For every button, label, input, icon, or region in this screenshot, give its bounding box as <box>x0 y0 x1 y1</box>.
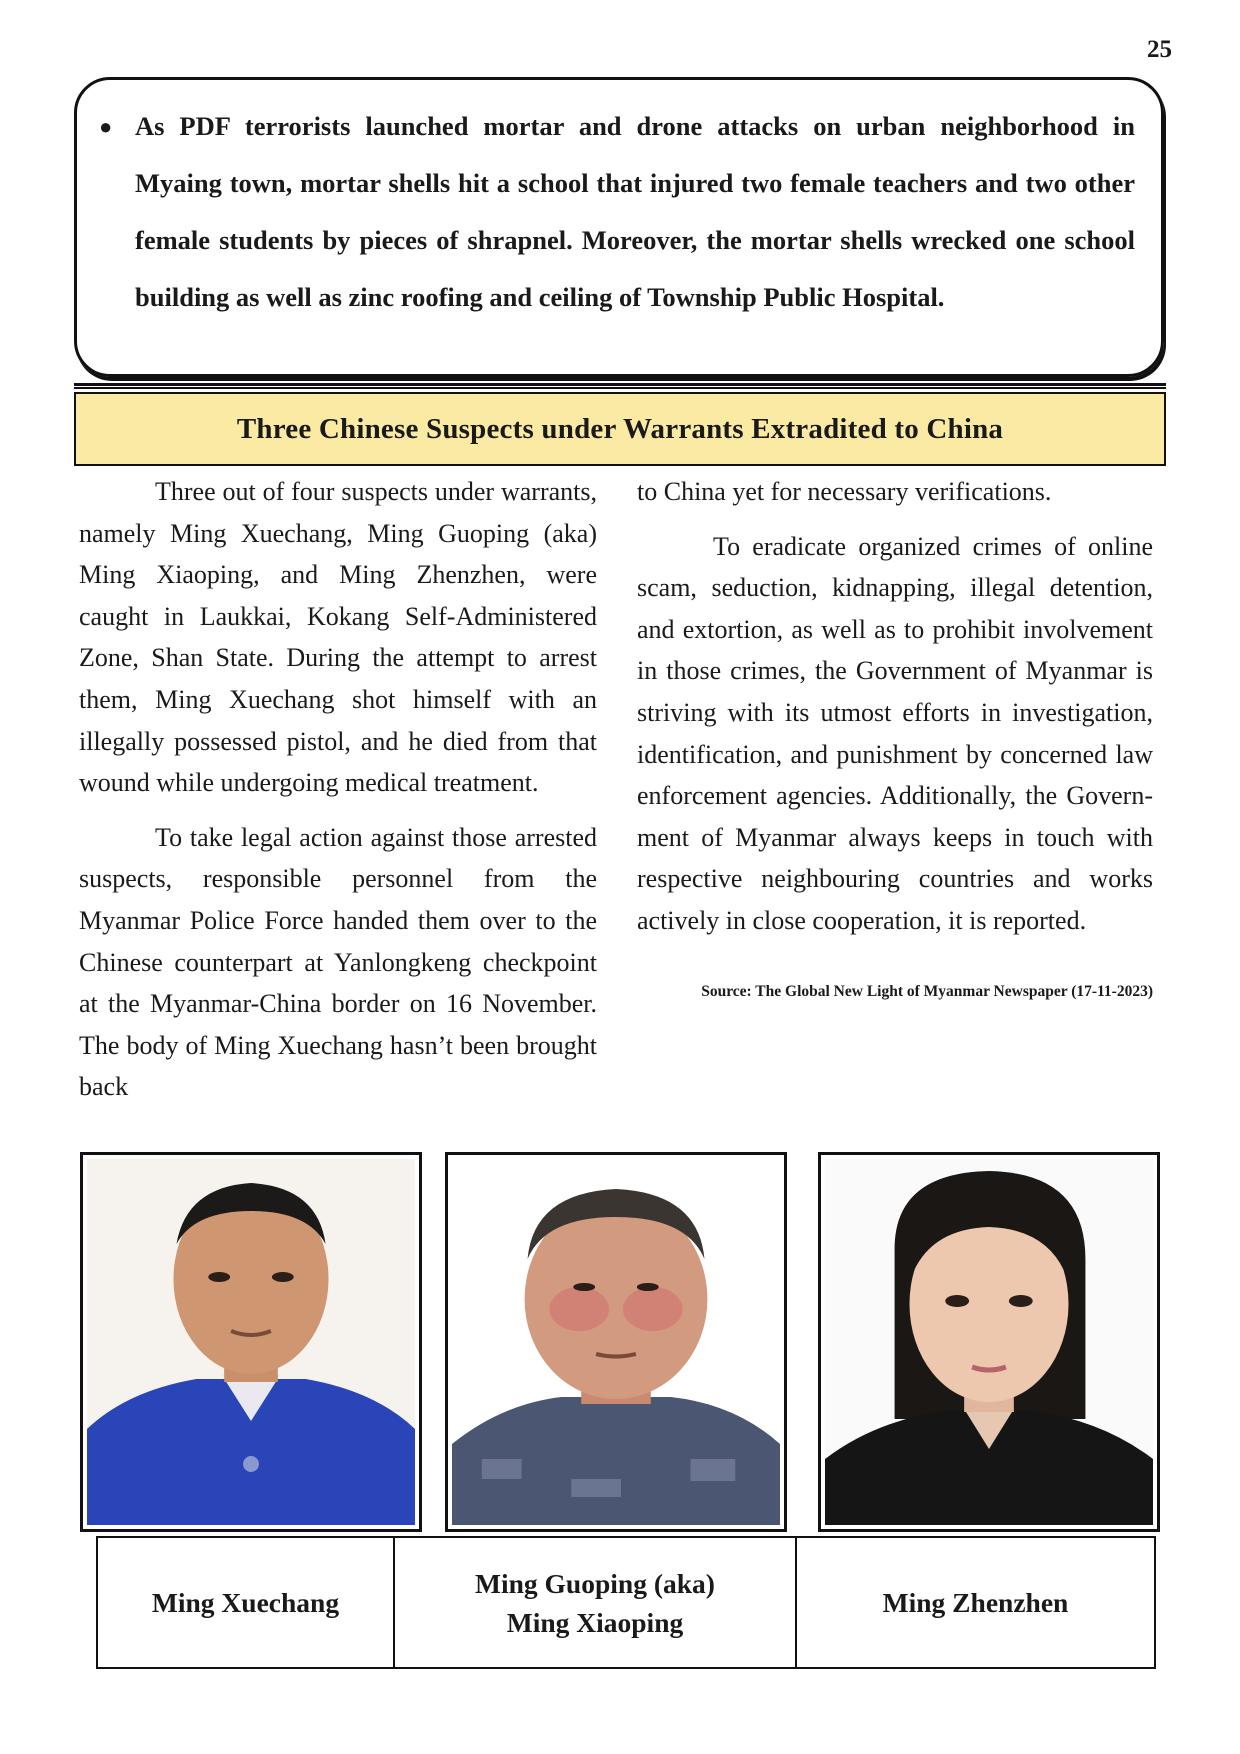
bullet-dot-icon: ● <box>99 114 113 139</box>
bullet-item <box>99 98 1135 326</box>
headline-bar <box>74 392 1166 466</box>
paragraph: To take legal action against those arrested suspects, responsible personnel from the Myanmar Police Force handed them over to the Chinese counterpart at Yanlongkeng checkpoint at the Myanmar-China border on 16 November. The body of Ming Xuechang hasn’t been brought back <box>79 822 597 1102</box>
bullet-list <box>99 98 1135 326</box>
paragraph: To eradicate organized crimes of online scam, seduction, kidnapping, illegal detention, and extortion, as well as to prohibit involvement in those crimes, the Government of Myanmar is striving with its utmost efforts in investigation, identification, and punishment by concerned law enforcement agencies. Additionally, the Government of Myanmar always keeps in touch with respective neighbouring countries and works actively in close cooperation, it is reported. <box>637 531 1153 935</box>
article-left-column <box>79 471 597 1121</box>
portrait-woman-black-top-image <box>825 1159 1153 1525</box>
source-credit: Source: The Global New Light of Myanmar Newspaper (17-11-2023) <box>701 982 1153 1000</box>
photo-caption-table <box>96 1536 1156 1669</box>
suspect-photo-ming-xuechang <box>80 1152 422 1532</box>
article-right-column <box>637 471 1153 1002</box>
caption-ming-zhenzhen: Ming Zhenzhen <box>796 1537 1155 1668</box>
page-number: 25 <box>1147 36 1172 63</box>
portrait-man-camo-shirt-image <box>452 1159 780 1525</box>
bullet-text: As PDF terrorists launched mortar and drone attacks on urban neighborhood in Myaing town, mortar shells hit a school that injured two female teachers and two other female students by pieces of shrapnel. Moreover, the mortar shells wrecked one school building as well as zinc roofing and ceiling of Township Public Hospital. <box>135 111 1135 312</box>
section-divider <box>74 383 1166 389</box>
incident-bullet-box <box>74 77 1164 377</box>
caption-ming-xuechang: Ming Xuechang <box>97 1537 394 1668</box>
caption-row <box>97 1537 1155 1668</box>
article-headline: Three Chinese Suspects under Warrants Extradited to China <box>236 412 1004 445</box>
caption-line: Ming Xiaoping <box>506 1606 684 1638</box>
paragraph: to China yet for necessary verifications. <box>637 477 1052 506</box>
suspect-photo-ming-guoping <box>445 1152 787 1532</box>
suspect-photo-ming-zhenzhen <box>818 1152 1160 1532</box>
portrait-man-blue-shirt-image <box>87 1159 415 1525</box>
caption-line: Ming Guoping (aka) <box>475 1567 715 1599</box>
paragraph: Three out of four suspects under warrants, namely Ming Xuechang, Ming Guoping (aka) Ming Xiaoping, and Ming Zhenzhen, were caught in Laukkai, Kokang Self-Administered Zone, Shan State. During the attempt to arrest them, Ming Xuechang shot himself with an illegally possessed pistol, and he died from that wound while undergoing medical treatment. <box>79 477 597 798</box>
caption-ming-guoping <box>394 1537 796 1668</box>
